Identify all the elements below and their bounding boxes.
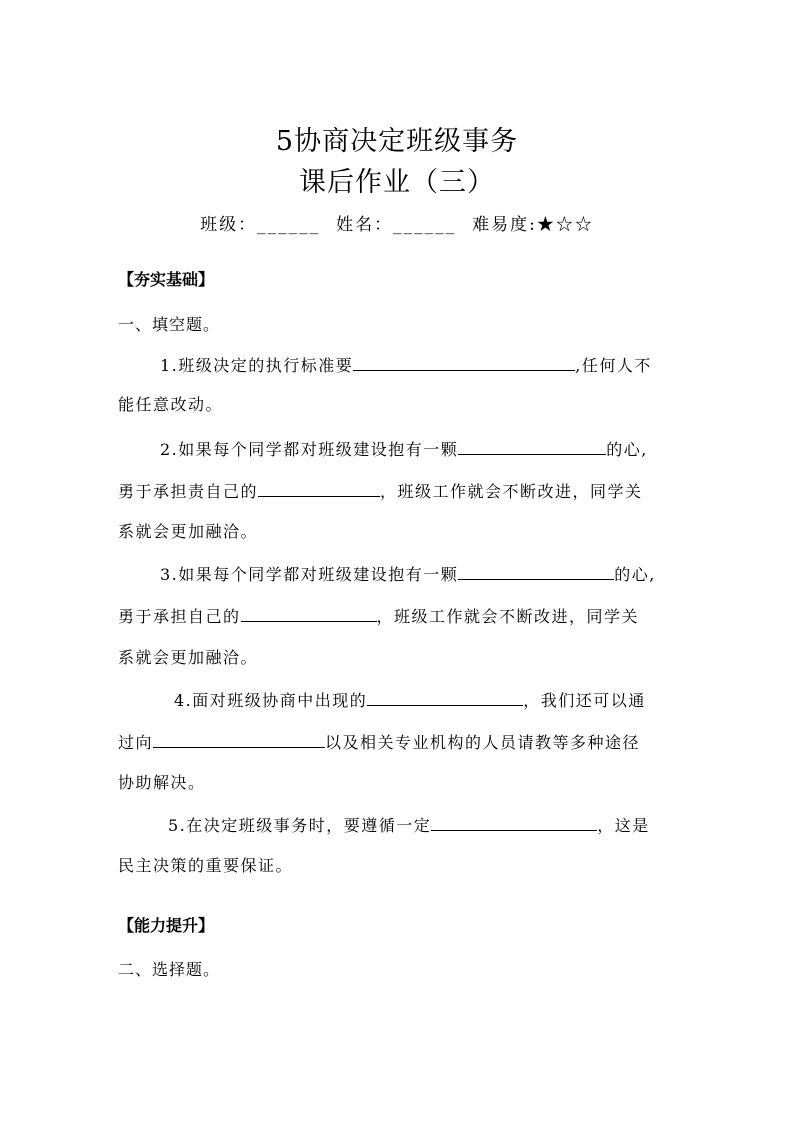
question-5-line-2: 民主决策的重要保证。 (118, 856, 294, 875)
class-label: 班级： (200, 215, 258, 235)
question-2-line-3: 系就会更加融洽。 (118, 522, 259, 541)
question-4-line-3: 协助解决。 (118, 773, 206, 792)
question-1-line-2: 能任意改动。 (118, 395, 224, 414)
question-4-blank-1[interactable] (367, 687, 523, 706)
question-4-line-2: 过向 以及相关专业机构的人员请教等多种途径 (118, 729, 678, 755)
class-blank[interactable]: ______ (257, 215, 321, 235)
question-3-blank-2[interactable] (241, 603, 377, 622)
question-4-blank-2[interactable] (153, 729, 325, 748)
question-3-blank-1[interactable] (458, 561, 614, 580)
question-type-fill-blank: 一、填空题。 (118, 315, 221, 334)
homework-title: 课后作业（三） (299, 167, 495, 198)
name-label: 姓名： (336, 215, 394, 235)
question-3-line-3: 系就会更加融洽。 (118, 648, 259, 667)
question-1-line-1: 1.班级决定的执行标准要 ,任何人不 (118, 352, 678, 378)
question-5-blank[interactable] (431, 812, 597, 831)
question-type-multiple-choice: 二、选择题。 (118, 960, 221, 979)
question-3-line-2: 勇于承担自己的 ，班级工作就会不断改进，同学关 (118, 603, 678, 629)
question-2-blank-1[interactable] (458, 436, 606, 455)
section-heading-advanced: 【能力提升】 (118, 916, 215, 935)
student-info-line (0, 212, 794, 238)
question-4-line-1: 4.面对班级协商中出现的 ，我们还可以通 (118, 687, 678, 713)
question-2-line-2: 勇于承担责自己的 ，班级工作就会不断改进，同学关 (118, 478, 678, 504)
question-2-blank-2[interactable] (258, 478, 380, 497)
question-5-line-1: 5.在决定班级事务时，要遵循一定 ，这是 (118, 812, 678, 838)
difficulty-rating: 难易度:★☆☆ (472, 215, 594, 235)
question-2-line-1: 2.如果每个同学都对班级建设抱有一颗 的心, (118, 436, 678, 462)
question-1-blank[interactable] (353, 352, 575, 371)
section-heading-basics: 【夯实基础】 (118, 270, 215, 289)
lesson-title: 5协商决定班级事务 (275, 126, 519, 157)
question-3-line-1: 3.如果每个同学都对班级建设抱有一颗 的心, (118, 561, 678, 587)
name-blank[interactable]: ______ (393, 215, 457, 235)
